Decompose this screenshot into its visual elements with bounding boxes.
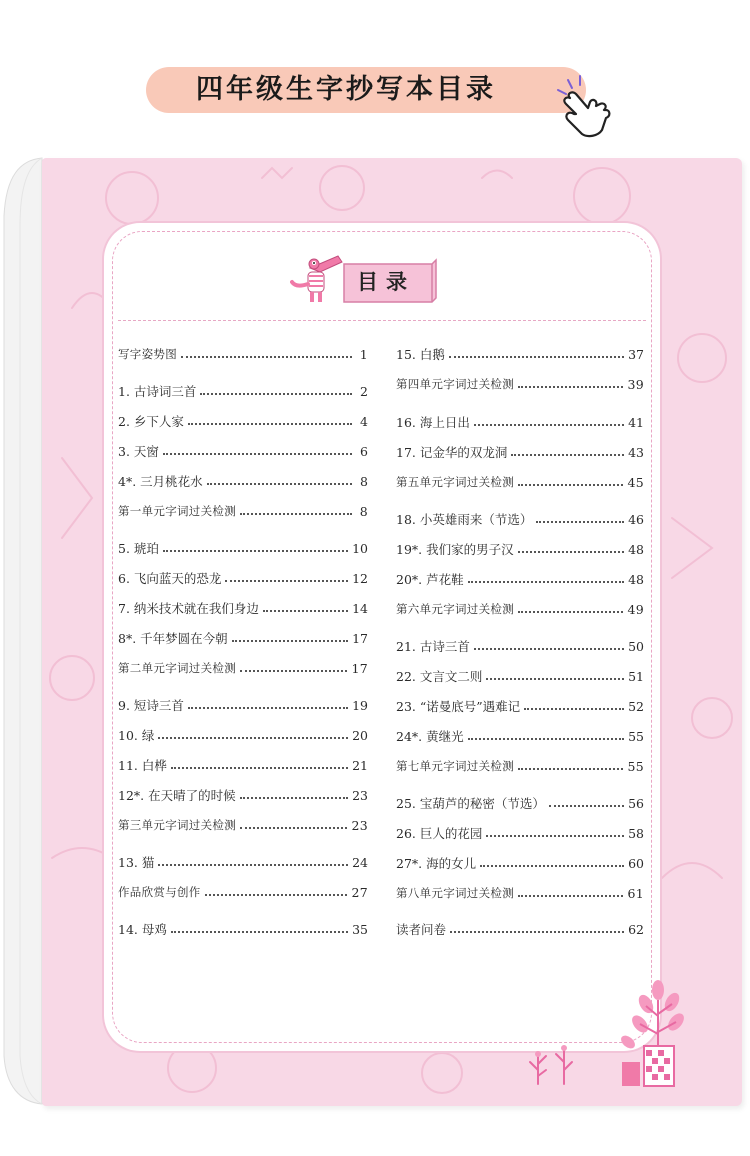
toc-entry-title: 第二单元字词过关检测 [118,661,236,675]
toc-page-number: 35 [352,921,368,937]
toc-entry-title: 7. 纳米技术就在我们身边 [118,601,259,616]
toc-dot-leader [205,893,348,896]
toc-entry-title: 5. 琥珀 [118,541,159,556]
toc-page-number: 37 [628,346,644,362]
toc-dot-leader [232,639,348,642]
toc-page-number: 60 [628,855,644,871]
toc-entry-title: 4*. 三月桃花水 [118,474,203,489]
toc-entry-title: 24*. 黄继光 [396,729,464,744]
toc-entry-title: 第一单元字词过关检测 [118,504,236,518]
toc-page-number: 62 [628,921,644,937]
toc-page-number: 4 [360,413,368,429]
toc-entry [118,440,368,462]
title-divider [118,320,646,321]
toc-entry [396,852,644,874]
toc-entry [118,343,368,365]
toc-entry-title: 第七单元字词过关检测 [396,759,514,773]
toc-entry-title: 12*. 在天晴了的时候 [118,788,236,803]
toc-entry-title: 14. 母鸡 [118,922,167,937]
toc-entry-title: 21. 古诗三首 [396,639,470,654]
toc-entry-title: 3. 天窗 [118,444,159,459]
toc-entry-title: 9. 短诗三首 [118,698,184,713]
toc-entry-title: 8*. 千年梦圆在今朝 [118,631,228,646]
toc-dot-leader [207,482,352,485]
toc-dot-leader [171,766,348,769]
toc-dot-leader [263,609,348,612]
toc-entry-title: 27*. 海的女儿 [396,856,477,871]
toc-entry-title: 19*. 我们家的男子汉 [396,542,514,557]
toc-dot-leader [158,736,348,739]
toc-entry [118,410,368,432]
toc-dot-leader [518,385,623,388]
toc-entry [118,657,368,679]
toc-entry [396,635,644,657]
toc-dot-leader [188,706,348,709]
toc-entry-title: 16. 海上日出 [396,415,470,430]
toc-page-number: 2 [360,383,368,399]
toc-dot-leader [468,580,624,583]
page-title: 四年级生字抄写本目录 [196,74,496,105]
toc-dot-leader [524,707,624,710]
toc-dot-leader [474,647,624,650]
toc-page-number: 23 [351,817,368,833]
toc-entry-title: 22. 文言文二则 [396,669,483,684]
toc-dot-leader [240,796,348,799]
toc-entry-title: 23. “诺曼底号”遇难记 [396,699,521,714]
toc-entry-title: 6. 飞向蓝天的恐龙 [118,571,222,586]
toc-page-number: 6 [360,443,368,459]
toc-dot-leader [449,355,624,358]
toc-entry-title: 读者问卷 [396,922,447,937]
toc-dot-leader [240,826,347,829]
toc-entry [118,851,368,873]
toc-entry [396,792,644,814]
toc-entry [118,694,368,716]
toc-entry [396,343,644,365]
toc-page-number: 20 [352,727,368,743]
toc-entry-title: 第四单元字词过关检测 [396,377,514,391]
toc-dot-leader [518,550,624,553]
toc-entry [396,695,644,717]
toc-page-number: 41 [628,414,644,430]
toc-page-number: 52 [628,698,644,714]
toc-dot-leader [188,422,352,425]
toc-page-number: 55 [627,758,644,774]
toc-entry [396,471,644,493]
toc-page-number: 61 [627,885,644,901]
toc-page-number: 48 [628,571,644,587]
toc-entry [118,500,368,522]
pointing-hand-icon [548,70,618,140]
toc-entry-title: 第五单元字词过关检测 [396,475,514,489]
toc-entry [396,538,644,560]
toc-entry-title: 10. 绿 [118,728,155,743]
toc-dot-leader [163,452,352,455]
toc-dot-leader [158,863,348,866]
toc-entry [118,754,368,776]
toc-entry [118,627,368,649]
toc-page-number: 39 [627,376,644,392]
toc-entry-title: 写字姿势图 [118,347,177,361]
toc-entry-title: 18. 小英雄雨来（节选） [396,512,533,527]
toc-entry-title: 2. 乡下人家 [118,414,184,429]
toc-entry [118,918,368,940]
toc-dot-leader [225,579,348,582]
toc-page-number: 43 [628,444,644,460]
toc-page-number: 48 [628,541,644,557]
toc-entry-title: 11. 白桦 [118,758,167,773]
toc-dot-leader [200,392,352,395]
toc-page-number: 14 [352,600,368,616]
toc-entry [118,380,368,402]
toc-title: 目录 [357,270,415,294]
toc-entry [396,725,644,747]
toc-dot-leader [518,483,623,486]
toc-page-number: 17 [352,630,368,646]
toc-entry-title: 15. 白鹅 [396,347,445,362]
toc-dot-leader [536,520,624,523]
toc-page-number: 56 [628,795,644,811]
toc-entry [118,724,368,746]
toc-page-number: 50 [628,638,644,654]
toc-dot-leader [486,834,624,837]
toc-dot-leader [240,512,352,515]
toc-dot-leader [518,767,623,770]
toc-entry [118,470,368,492]
toc-entry [396,598,644,620]
toc-entry [396,755,644,777]
toc-entry [396,508,644,530]
toc-page-number: 17 [351,660,368,676]
toc-page-number: 45 [627,474,644,490]
toc-entry [396,373,644,395]
toc-page-number: 27 [351,884,368,900]
toc-entry [396,918,644,940]
toc-page-number: 8 [359,503,368,519]
toc-dot-leader [474,423,624,426]
toc-dot-leader [450,930,624,933]
toc-page-number: 19 [352,697,368,713]
toc-dot-leader [518,894,623,897]
toc-entry [396,882,644,904]
toc-dot-leader [480,864,624,867]
toc-entry-title: 26. 巨人的花园 [396,826,483,841]
toc-entry [396,441,644,463]
toc-dot-leader [511,453,624,456]
toc-entry-title: 1. 古诗词三首 [118,384,197,399]
toc-entry [118,814,368,836]
toc-entry [396,822,644,844]
toc-entry-title: 第六单元字词过关检测 [396,602,514,616]
grass-sprout-icon [524,1040,584,1086]
toc-entry [118,537,368,559]
toc-dot-leader [181,355,352,358]
toc-dot-leader [240,669,347,672]
toc-entry-title: 25. 宝葫芦的秘密（节选） [396,796,545,811]
toc-entry-title: 第八单元字词过关检测 [396,886,514,900]
potted-plant-icon [618,980,698,1090]
toc-entry [396,665,644,687]
toc-page-number: 21 [352,757,368,773]
toc-entry-title: 13. 猫 [118,855,155,870]
toc-entry [396,411,644,433]
toc-page-number: 1 [359,346,368,362]
toc-entry-title: 第三单元字词过关检测 [118,818,236,832]
toc-page-number: 46 [628,511,644,527]
toc-entry-title: 20*. 芦花鞋 [396,572,464,587]
toc-entry [118,784,368,806]
toc-page-number: 23 [352,787,368,803]
toc-entry [118,881,368,903]
toc-page-number: 49 [627,601,644,617]
toc-dot-leader [518,610,623,613]
toc-entry [396,568,644,590]
toc-dot-leader [171,930,348,933]
toc-page-number: 8 [360,473,368,489]
toc-page-number: 10 [352,540,368,556]
toc-entry [118,597,368,619]
toc-entry-title: 作品欣赏与创作 [118,885,201,899]
toc-page-number: 55 [628,728,644,744]
toc-entry-title: 17. 记金华的双龙洞 [396,445,508,460]
toc-page-number: 24 [352,854,368,870]
toc-dot-leader [468,737,624,740]
toc-dot-leader [486,677,624,680]
toc-page-number: 58 [628,825,644,841]
toc-dot-leader [163,549,348,552]
toc-page-number: 51 [628,668,644,684]
toc-page-number: 12 [352,570,368,586]
toc-entry [118,567,368,589]
toc-dot-leader [549,804,624,807]
